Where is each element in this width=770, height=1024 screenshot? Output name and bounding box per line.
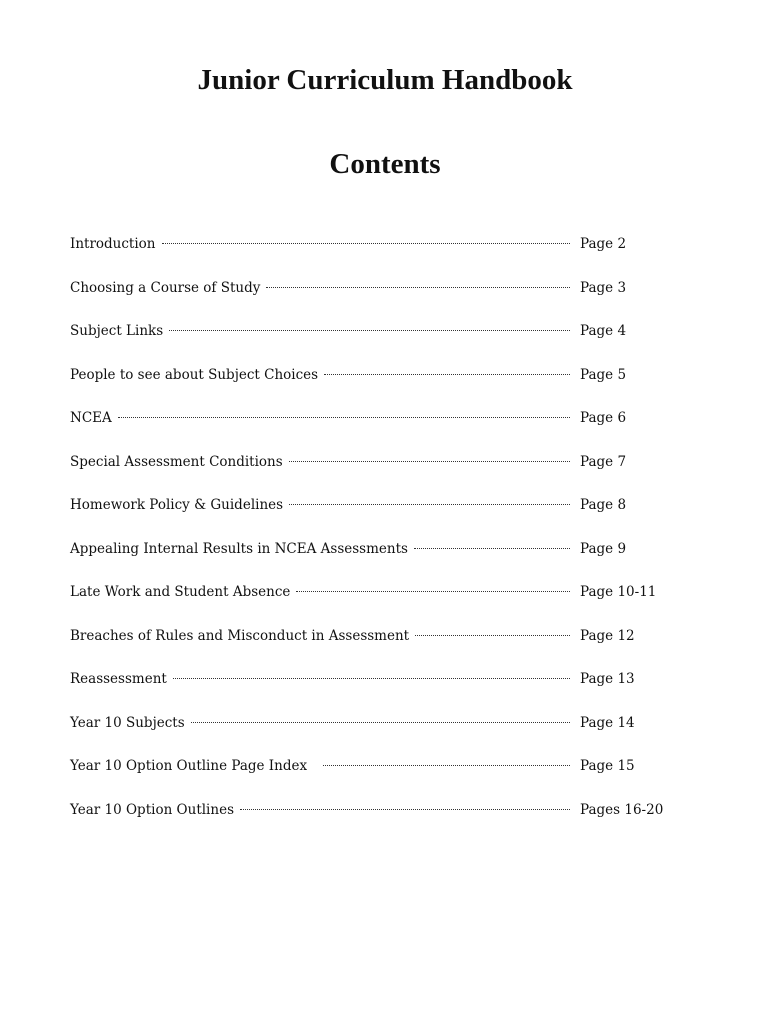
toc-page-number: Pages 16-20 xyxy=(580,801,664,818)
toc-dot-leader xyxy=(324,374,570,375)
table-of-contents xyxy=(70,232,670,841)
toc-page-number: Page 15 xyxy=(580,758,635,774)
toc-entry-label: Reassessment xyxy=(70,671,167,687)
toc-entry-reassessment xyxy=(70,667,670,711)
contents-heading: Contents xyxy=(329,148,441,180)
toc-entry-label: Late Work and Student Absence xyxy=(70,584,291,600)
toc-entry-label: Year 10 Subjects xyxy=(70,714,185,731)
toc-page-number: Page 10-11 xyxy=(580,584,657,600)
toc-dot-leader xyxy=(296,591,570,592)
toc-page-number: Page 9 xyxy=(580,540,627,557)
toc-entry-year-10-subjects xyxy=(70,711,670,755)
toc-page-number: Page 12 xyxy=(580,627,635,644)
toc-page-number: Page 4 xyxy=(580,323,627,339)
toc-entry-label: Choosing a Course of Study xyxy=(70,279,261,296)
toc-page-number: Page 3 xyxy=(580,279,627,296)
toc-dot-leader xyxy=(289,461,570,462)
toc-entry-ncea xyxy=(70,406,670,450)
toc-entry-label: Year 10 Option Outlines xyxy=(70,801,234,818)
toc-dot-leader xyxy=(323,765,570,766)
toc-entry-year-10-option-index xyxy=(70,754,670,798)
toc-page-number: Page 14 xyxy=(580,714,635,731)
document-title: Junior Curriculum Handbook xyxy=(197,64,573,96)
toc-entry-label: Homework Policy & Guidelines xyxy=(70,497,284,513)
toc-dot-leader xyxy=(240,809,570,810)
toc-entry-introduction xyxy=(70,232,670,276)
toc-dot-leader xyxy=(266,287,570,288)
toc-page-number: Page 13 xyxy=(580,671,635,687)
toc-page-number: Page 5 xyxy=(580,366,627,383)
toc-entry-label: Year 10 Option Outline Page Index xyxy=(70,758,308,774)
toc-dot-leader xyxy=(169,330,570,331)
toc-entry-label: Special Assessment Conditions xyxy=(70,453,283,470)
toc-entry-label: Breaches of Rules and Misconduct in Assessment xyxy=(70,627,410,644)
toc-entry-breaches-of-rules xyxy=(70,624,670,668)
toc-entry-label: People to see about Subject Choices xyxy=(70,366,319,383)
toc-entry-appealing-results xyxy=(70,537,670,581)
toc-entry-subject-links xyxy=(70,319,670,363)
toc-page-number: Page 6 xyxy=(580,410,627,426)
toc-entry-label: Subject Links xyxy=(70,323,164,339)
toc-page-number: Page 7 xyxy=(580,453,627,470)
toc-page-number: Page 8 xyxy=(580,497,627,513)
toc-entry-label: NCEA xyxy=(70,410,112,426)
toc-entry-late-work xyxy=(70,580,670,624)
toc-page-number: Page 2 xyxy=(580,236,627,252)
toc-dot-leader xyxy=(415,635,570,636)
toc-dot-leader xyxy=(414,548,570,549)
toc-dot-leader xyxy=(173,678,570,679)
toc-entry-people-to-see xyxy=(70,363,670,407)
toc-dot-leader xyxy=(118,417,570,418)
toc-entry-label: Appealing Internal Results in NCEA Assessments xyxy=(70,540,408,557)
toc-entry-special-assessment xyxy=(70,450,670,494)
toc-dot-leader xyxy=(162,243,571,244)
toc-entry-choosing-course xyxy=(70,276,670,320)
toc-entry-label: Introduction xyxy=(70,236,156,252)
toc-entry-homework-policy xyxy=(70,493,670,537)
toc-dot-leader xyxy=(191,722,570,723)
toc-dot-leader xyxy=(289,504,570,505)
toc-entry-year-10-option-outlines xyxy=(70,798,670,842)
